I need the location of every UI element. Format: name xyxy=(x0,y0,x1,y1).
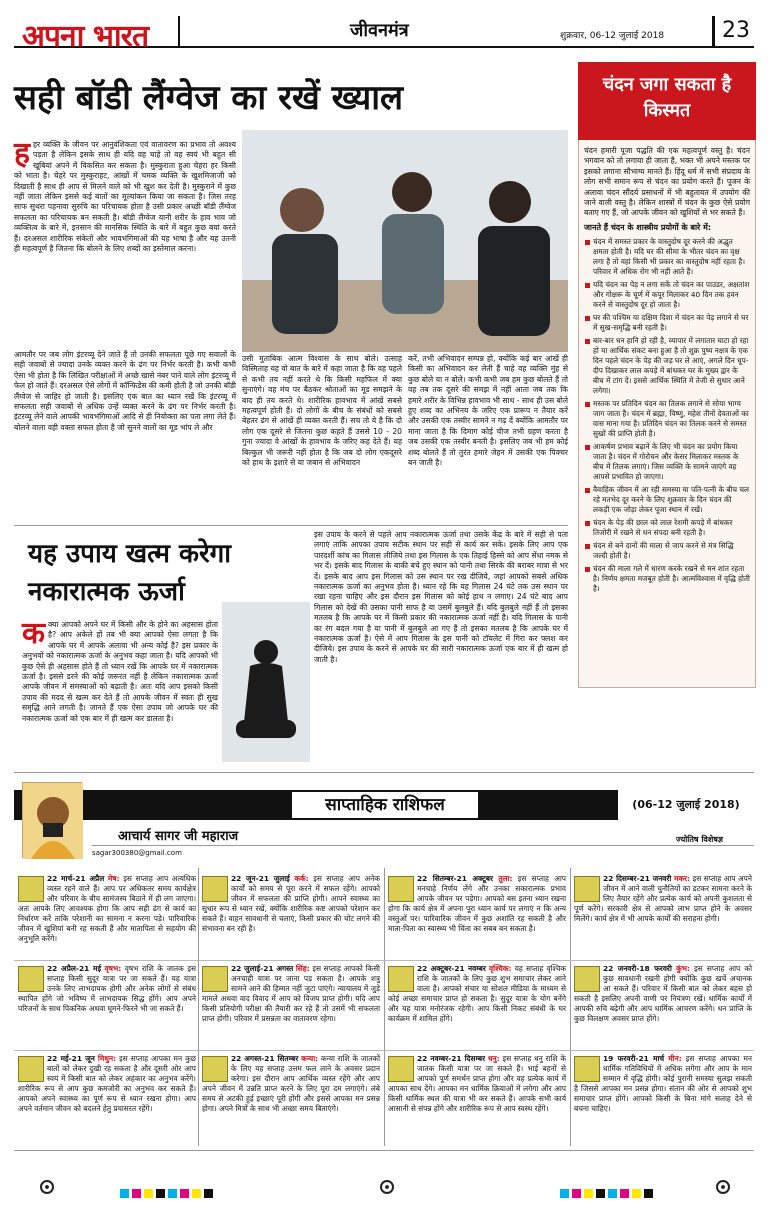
main-headline: सही बॉडी लैंग्वेज का रखें ख्याल xyxy=(14,78,404,118)
capricorn-icon xyxy=(574,876,600,902)
sign-name: वृश्चिक: xyxy=(489,964,512,973)
newspaper-logo: अपना भारत xyxy=(22,19,149,54)
sign-text: कन्या राशि के जातकों के लिए यह सप्ताह उत्तम फल लाने के अवसर प्रदान करेगा। इस दौरान आप आर्थिक व्यस्त रहेंगे और आप अपने जीवन में उन्नति प्राप्त करने के लिए पूरा दम लगाएंगे। लंबे समय से अटकी हुई इच्छाएं पूरी होंगी और इससे आपका मन प्रसन्न होगा। अपने मित्रों के साथ भी अच्छा समय बिताएंगे। xyxy=(202,1054,380,1113)
sign-dates: 22 दिसम्बर-21 जनवरी xyxy=(603,874,672,883)
color-bar-icon xyxy=(560,1183,656,1202)
section-title: जीवनमंत्र xyxy=(350,20,409,41)
sign-text: इस सप्ताह आप को कुछ सावधानी रखनी होगी क्योंकि कुछ खर्चे अचानक आ सकते हैं। परिवार में किसी बात को लेकर बहस हो सकती है इसलिए अपनी वाणी पर नियंत्रण रखें। धार्मिक कार्यों में आपकी रुचि बढ़ेगी और आप धार्मिक आचरण करेंगे। धन प्राप्ति के कुछ विलक्षण अवसर प्राप्त होंगे। xyxy=(574,964,752,1023)
list-item: यदि चंदन का पेड़ न लगा सकें तो चंदन का पाउडर, अक्षतांश और गोक्षरू के चूर्ण में कपूर मिलाकर 40 दिन तक हवन करने से वास्तुदोष दूर हो जाता है। xyxy=(584,280,750,310)
leo-icon xyxy=(202,966,228,992)
sign-text: इस सप्ताह आप अनेक कार्यों को समय से पूरा करने में सफल रहेंगे। आपको जीवन में सफलता की प्राप्ति होगी। आपने स्वास्थ्य का सुधार रूप से ध्यान रखें, क्योंकि शारीरिक कष्ट आपको परेशान कर सकते हैं। वाहन सावधानी से चलाएं, किसी प्रकार की चोट लगने की संभावना बन रही है। xyxy=(202,874,380,933)
aries-icon xyxy=(18,876,44,902)
taurus-icon xyxy=(18,966,44,992)
article2-col1: कक्या आपको अपने घर में किसी और के होने का अहसास होता है? आप अकेले हों तब भी क्या आपको ऐसा लगता है कि आपके घर में आपके अलावा भी अन्य कोई है? इस प्रकार के अनुभवों को नकारात्मक ऊर्जा के अनुभव कहा जाता है। यदि आपको भी कुछ ऐसे ही अहसास होते हैं तो ध्यान रखें कि आपके घर में नकारात्मक ऊर्जा है। इससे डरने की कोई जरूरत नहीं है लेकिन नकारात्मक ऊर्जा आपके जीवन में समस्याओं को बढ़ाती है। अतः यदि आप इसको किसी उपाय की मदद से खत्म कर देते हैं तो आपके जीवन में स्वतः ही सुख समृद्धि आने लगती है। जानते हैं एक ऐसा उपाय जो आपके घर की नकारात्मक ऊर्जा को एक बार में ही खत्म कर डालता है। xyxy=(22,616,218,723)
divider xyxy=(14,1050,754,1051)
divider xyxy=(92,845,754,846)
sign-name: वृषभ: xyxy=(104,964,122,973)
divider xyxy=(178,16,180,46)
rashi-kumbh xyxy=(574,964,752,1024)
sign-dates: 22 जून-21 जुलाई xyxy=(231,874,290,883)
article2-col2: इस उपाय के करने से पहले आप नकारात्मक ऊर्जा तथा उसके केंद्र के बारे में सही से पता लगाएं ताकि आपका उपाय सटीक स्थान पर सही से कार्य कर सके। इसके लिए आप एक पारदर्शी कांच का गिलास लीजिये तथा इस गिलास के एक तिहाई हिस्से को आप सेंधा नमक से भर दें। इसके बाद गिलास के बाकी बचे हुए स्थान को पानी तथा सिरके की बराबर मात्रा से भर दें। इसके बाद आप इस गिलास को उस स्थान पर रख दीजिये, जहां आपको सबसे अधिक नकारात्मक ऊर्जा का अनुभव होता है। ध्यान रहे कि यह गिलास 24 घंटे तक उस स्थान पर रखा रहना चाहिए और इस दौरान इस गिलास को कोई हाथ न लगाए। 24 घंटे बाद आप गिलास को देखें की उसका पानी साफ है या उसमें बुलबुले हैं। यदि बुलबुले नहीं हैं तो इसका मतलब है कि आपके घर में किसी प्रकार की नकारात्मक ऊर्जा नहीं है। यदि गिलास के पानी का रंग बदल गया है या पानी में बुलबुले आ गए हैं तो इसका मतलब है कि आपके घर में नकारात्मक ऊर्जा है। ऐसे में आप गिलास के इस पानी को टॉयलेट में गिरा कर फ्लश कर दीजिये। इस उपाय के करने से आपके घर की सारी नकारात्मक ऊर्जा एक बार में ही खत्म हो जाती है। xyxy=(314,530,568,664)
sign-name: सिंह: xyxy=(295,964,310,973)
divider xyxy=(570,868,571,1146)
gemini-icon xyxy=(18,1056,44,1082)
sign-dates: 22 सितम्बर-21 अक्टूबर xyxy=(417,874,494,883)
scorpio-icon xyxy=(388,966,414,992)
article-col1: हहर व्यक्ति के जीवन पर आनुवंशिकता एवं वातावरण का प्रभाव तो अवश्य पड़ता है लेकिन इसके साथ ही यदि वह चाहे तो वह स्वयं भी बहुत सी खूबियां अपने में विकसित कर सकता है। मुस्कुराता हुआ चेहरा हर किसी को भाता है। चेहरे पर मुस्कुराहट, आंखों में चमक व्यक्ति के खुशमिजाजी को दिखाती है साथ ही आप से मिलने वाले को भी खुश कर देती है। मुस्कुराने में कुछ नहीं जाता लेकिन इससे कई बातों का मूल्यांकन किया जा सकता है। जिस तरह साफ सुथरा पहनावा सुरुचि का परिचायक होता है उसी प्रकार अच्छी बॉडी लैंग्वेज सफलता का परिचायक बन सकती है। बॉडी लैंग्वेज यानी शरीर के हाव भाव जो व्यक्तित्व के बारे में, इनसान की मानसिक स्थिति के बारे में बहुत कुछ बयां करते हैं। दरअसल शारीरिक संकेतों और भावभंगिमाओं की यह भाषा है और यह उतनी ही महत्वपूर्ण है जितना कि बोलने के लिए शब्दों का इस्तेमाल करना। xyxy=(14,136,236,254)
registration-mark-icon xyxy=(40,1180,54,1194)
sign-text: इस सप्ताह आप अपने जीवन में आने वाली चुनौतियों का डटकर सामना करने के लिए तैयार रहेंगे और प्रत्येक कार्य को अपनी कुशलता से पूर्ण करेंगे। सरकारी क्षेत्र से आपको लाभ प्राप्त होने के अवसर मिलेंगे। कार्य क्षेत्र में भी आपके कार्यों की सराहना होगी। xyxy=(574,874,752,923)
list-item: चंदन से बने दानों की माला से जाप करने से मंत्र सिद्धि जल्दी होती है। xyxy=(584,541,750,561)
sign-name: कुंभ: xyxy=(676,964,690,973)
list-item: वैवाहिक जीवन में आ रही समस्या या पति-पत्नी के बीच चल रहे मतभेद दूर करने के लिए शुक्रवार के दिन चंदन की लकड़ी एक जोड़ा लेकर पूजा स्थान में रखें। xyxy=(584,485,750,515)
sign-dates: 22 मई-21 जून xyxy=(47,1054,95,1063)
divider xyxy=(14,960,754,961)
rashifal-title: साप्ताहिक राशिफल xyxy=(290,790,480,820)
sign-text: इस सप्ताह आपको किसी अनचाही यात्रा पर जाना पड़ सकता है। आपके शत्रु सामने आने की हिम्मत नहीं जुटा पाएंगे। न्यायालय में जुड़े मामले अथवा वाद विवाद में आप को विजय प्राप्त होगी। यदि आप किसी प्रतियोगी परीक्षा की तैयारी कर रहे हैं तो उसमें भी सफलता प्राप्त होगी। परिवार में प्रसन्नता का वातावरण रहेगा। xyxy=(202,964,380,1023)
sign-name: मकर: xyxy=(673,874,691,883)
sidebar-subhead: जानते हैं चंदन के शास्त्रीय प्रयोगों के बारे में: xyxy=(584,222,712,232)
aquarius-icon xyxy=(574,966,600,992)
sign-dates: 19 फरवरी-21 मार्च xyxy=(603,1054,665,1063)
silhouette-photo xyxy=(222,602,310,762)
divider xyxy=(384,868,385,1146)
astrologer-name: आचार्य सागर जी महाराज xyxy=(118,829,239,844)
page-number: 23 xyxy=(722,18,750,43)
divider xyxy=(14,1150,754,1151)
dropcap: क xyxy=(22,616,46,651)
sign-name: तुला: xyxy=(498,874,513,883)
sign-name: मीन: xyxy=(668,1054,682,1063)
sagittarius-icon xyxy=(388,1056,414,1082)
sidebar-bullet-list xyxy=(584,237,750,594)
sign-text: इस सप्ताह धनु राशि के जातक किसी यात्रा पर जा सकते हैं। भाई बहनों से आपको पूर्ण समर्थन प्राप्त होगा और वह प्रत्येक कार्य में आपका साथ देंगे। आपका मन धार्मिक क्रियाओं में लगेगा और आप किसी धार्मिक स्थल की यात्रा भी कर सकते हैं। आपके सभी कार्य आसानी से संपन्न होंगे और शारीरिक रूप से आप स्वस्थ रहेंगे। xyxy=(388,1054,566,1113)
sign-dates: 22 नवम्बर-21 दिसम्बर xyxy=(417,1054,486,1063)
article-col1b: आमतौर पर जब लोग इंटरव्यू देने जाते हैं तो उनकी सफलता पूछे गए सवालों के सही जवाबों से ज्यादा उनके व्यक्त करने के ढंग पर निर्भर करती है। कभी कभी ऐसा भी होता है कि लिखित परीक्षाओं में अच्छे खासे नंबर पाने वाले लोग इंटरव्यू में फेल हो जाते हैं। दरअसल ऐसे लोगों में कॉन्फिडेंस की कमी होती है जो उनकी बॉडी लैंग्वेज से जाहिर हो जाती है। इसलिए एक बात का ध्यान रखें कि इंटरव्यू में सफलता सही जवाबों से अधिक उन्हें व्यक्त करने के ढंग पर निर्भर करती है। इंटरव्यू लेने वाले आपकी भावभंगिमाओं आदि से ही नियोक्ता का पता लगा लेते हैं। बोलने वाला वही वक्ता सफल होता है जो सुनने वालों का मूड भांप ले और xyxy=(14,350,236,432)
article2-headline: यह उपाय खत्म करेगा नकारात्मक ऊर्जा xyxy=(28,539,231,607)
rashi-makar xyxy=(574,874,752,924)
divider xyxy=(14,772,754,773)
rashifal-dates: (06-12 जुलाई 2018) xyxy=(618,790,754,820)
color-bar-icon xyxy=(120,1183,216,1202)
astrologer-role: ज्योतिष विशेषज्ञ xyxy=(676,835,724,844)
meeting-illustration xyxy=(242,130,568,352)
cancer-icon xyxy=(202,876,228,902)
sidebar-heading: चंदन जगा सकता है किस्मत xyxy=(578,62,756,140)
rashi-singh xyxy=(202,964,380,1024)
list-item: चंदन के पेड़ की छाल को लाल रेशमी कपड़े में बांधकर तिजोरी में रखने से धन संपदा बनी रहती है। xyxy=(584,518,750,538)
avatar-portrait xyxy=(23,783,83,859)
rashi-meen xyxy=(574,1054,752,1114)
dropcap: ह xyxy=(14,136,30,171)
astrologer-avatar xyxy=(22,782,82,858)
divider xyxy=(198,868,199,1146)
rashi-vrishchik xyxy=(388,964,566,1024)
sign-dates: 22 अक्टूबर-21 नवम्बर xyxy=(417,964,486,973)
rashi-kark xyxy=(202,874,380,934)
sign-dates: 22 मार्च-21 अप्रैल xyxy=(47,874,105,883)
sign-text: इस सप्ताह आप अत्यधिक व्यस्त रहने वाले हैं। आप पर अधिकतर समय कार्यक्षेत्र और परिवार के बीच सामंजस्य बिठाने में ही लग जाएगा। अतः आपके लिए आवश्यक होगा कि आप सही ढंग से कार्य का निर्धारण करें ताकि परेशानी का सामना न करना पड़े। पारिवारिक जीवन में खुशियां बनी रह सकती हैं और मातापिता से सहयोग की अनुभूति करेंगे। xyxy=(18,874,196,943)
article-col3: करें, तभी अभिवादन सम्पन्न हो, क्योंकि कई बार आंखें ही किसी का अभिवादन कर लेती हैं चाहे वह व्यक्ति मुंह से कुछ बोले या न बोले। कभी कभी जब हम कुछ बोलते हैं तो वह तब तक दूसरे की समझ में नहीं आता जब तक कि हमारे शरीर के विभिन्न हावभाव भी साथ - साथ ही उस बोले हुए शब्द का अभिनय के जरिए एक प्रारूप न तैयार करें और उसकी एक तस्वीर सामने न गढ़ दें क्योंकि आमतौर पर माना जाता है कि दिमाग कोई चीज तभी ग्रहण करता है जब उसकी एक तस्वीर बनती है। इसलिए जब भी हम कोई शब्द बोलते हैं तो तुरंत हमारे जेहन में उसकी एक पिक्चर बन जाती है। xyxy=(408,354,568,468)
sign-text: यह सप्ताह वृश्चिक राशि के जातकों के लिए कुछ शुभ समाचार लेकर आने वाला है। आपको संचार या सोशल मीडिया के माध्यम से कोई अच्छा समाचार प्राप्त हो सकता है। सुदूर यात्रा के योग बनेंगे और यह यात्रा मनोरंजक रहेगी। आप किसी निकट संबंधी के घर कार्यक्रम में शामिल होंगे। xyxy=(388,964,566,1023)
rashi-dhanu xyxy=(388,1054,566,1114)
sign-dates: 22 जुलाई-21 अगस्त xyxy=(231,964,294,973)
rashi-tula xyxy=(388,874,566,934)
sign-dates: 22 अप्रैल-21 मई xyxy=(47,964,102,973)
sign-name: कर्क: xyxy=(294,874,309,883)
astrologer-email: sagar300380@gmail.com xyxy=(92,849,182,857)
sign-text: वृषभ राशि के जातक इस सप्ताह किसी सुदूर यात्रा पर जा सकते हैं। यह यात्रा उनके लिए लाभदायक होगी और अनेक लोगों से संबंध स्थापित होंगे जो भविष्य में लाभदायक सिद्ध होंगे। आप अपने परिजनों के साथ पिकनिक अथवा घूमने-फिरने भी जा सकते हैं। xyxy=(18,964,196,1013)
sign-name: कन्या: xyxy=(301,1054,319,1063)
sign-dates: 22 अगस्त-21 सितम्बर xyxy=(231,1054,299,1063)
pisces-icon xyxy=(574,1056,600,1082)
list-item: मस्तक पर प्रतिदिन चंदन का तिलक लगाने से सोया भाग्य जाग जाता है। चंदन में ब्रह्मा, विष्णु, महेश तीनों देवताओं का वास माना गया है। प्रतिदिन चंदन का तिलक करने से समस्त सुखों की प्राप्ति होती है। xyxy=(584,399,750,439)
sign-name: मेष: xyxy=(107,874,120,883)
list-item: चंदन की माला गले में धारण करके रखने से मन शांत रहता है। निर्णय क्षमता मजबूत होती है। आत्मविश्वास में वृद्धि होती है। xyxy=(584,564,750,594)
list-item: चंदन में समस्त प्रकार के वास्तुदोष दूर करने की अद्भुत क्षमता होती है। यदि घर की सीमा के भीतर चंदन का वृक्ष लगा है तो वहां किसी भी प्रकार का वास्तुदोष नहीं रहता है। परिवार में अधिक रोग भी नहीं आते हैं। xyxy=(584,237,750,277)
libra-icon xyxy=(388,876,414,902)
sign-name: धनु: xyxy=(487,1054,500,1063)
rashi-mithun xyxy=(18,1054,196,1114)
sign-name: मिथुन: xyxy=(97,1054,117,1063)
registration-mark-icon xyxy=(380,1180,394,1194)
registration-mark-icon xyxy=(716,1180,730,1194)
list-item: बार-बार धन हानि हो रही है, व्यापार में लगातार घाटा हो रहा हो या आर्थिक संकट बना हुआ है तो शुक्र पुष्य नक्षत्र के एक दिन पहले चंदन के पेड़ की जड़ घर ले आएं, अगले दिन धूप-दीप दिखाकर लाल कपड़े में बांधकर घर के मुख्य द्वार के बीच में टांग दें। इससे आर्थिक स्थिति में तेजी से सुधार आने लगेगा। xyxy=(584,336,750,396)
meeting-photo xyxy=(242,130,568,352)
divider xyxy=(14,525,568,526)
issue-date: शुक्रवार, 06-12 जुलाई 2018 xyxy=(560,31,665,41)
list-item: घर की पश्चिम या दक्षिण दिशा में चंदन का पेड़ लगाने से घर में सुख-समृद्धि बनी रहती है। xyxy=(584,313,750,333)
sitting-figure-illustration xyxy=(222,602,310,762)
article-col2: उसी मुताबिक आत्म विश्वास के साथ बोले। उत्साह विस्मिताह यह वो बात के बारे में कहा जाता है कि वह पहले से कभी तय नहीं करते थे कि किसी महफिल में क्या सुनाएंगे। वह मंच पर बैठकर श्रोताओं का मूड समझने के बाद ही तय करते थे। शारीरिक हावभाव में आंखें सबसे महत्वपूर्ण होती हैं। दो लोगों के बीच के संबंधों को सबसे बेहतर ढंग से आंखें ही व्यक्त करती हैं। सच तो ये है कि दो लोग एक दूसरे से जितना कुछ कहते हैं उससे 10 - 20 गुना ज्यादा वे आंखों के हावभाव के जरिए कह देते हैं। यह बिल्कुल भी जरूरी नहीं होता है कि जब दो लोग एकदूसरे को हाथ के इशारे से या जबान से अभिवादन xyxy=(242,354,402,468)
rashi-mesh xyxy=(18,874,196,944)
divider xyxy=(712,16,715,46)
rashi-kanya xyxy=(202,1054,380,1114)
sidebar-intro: चंदन हमारी पूजा पद्धति की एक महत्वपूर्ण वस्तु है। चंदन भगवान को तो लगाया ही जाता है, भक्त भी अपने मस्तक पर इसको लगाना सौभाग्य मानते हैं। हिंदू धर्म में सभी संप्रदाय के लोग सभी समान रूप से चंदन का प्रयोग करते हैं। पूजन के अलावा चंदन सौंदर्य प्रसाधनों में भी बहुतायत में उपयोग की जाने वाली वस्तु है। लेकिन शास्त्रों में चंदन के कुछ ऐसे प्रयोग बताए गए हैं, जो आपके जीवन को खुशियों से भर सकते हैं। xyxy=(584,146,750,218)
list-item: आकर्षण प्रभाव बढ़ाने के लिए भी चंदन का प्रयोग किया जाता है। चंदन में गोरोचन और केसर मिलाकर मस्तक के बीच में तिलक लगाएं। जिस व्यक्ति के सामने जाएंगे वह आपसे प्रभावित हो जाएगा। xyxy=(584,442,750,482)
sign-text: इस सप्ताह आप मनचाहे निर्णय लेंगे और उनका सकारात्मक प्रभाव आपके जीवन पर पड़ेगा। आपको बस इतना ध्यान रखना होगा कि कार्य क्षेत्र में अपना पूरा ध्यान कार्य पर लगाएं न कि अन्य वस्तुओं पर। पारिवारिक जीवन में कुछ अशांति रह सकती है और माता-पिता का स्वास्थ्य भी चिंता का सबब बन सकता है। xyxy=(388,874,566,933)
sign-text: इस सप्ताह आपका मन कुछ बातों को लेकर दुखी रह सकता है और दूसरी ओर आप स्वयं में किसी बात को लेकर अहंकार का अनुभव करेंगे। शारीरिक रूप से आप कुछ कमजोरी का अनुभव कर सकते हैं। आपको अपने स्वास्थ्य का पूर्ण रूप से ध्यान रखना होगा। आप अपने वर्तमान जीवन को बदलने हेतु प्रयासरत रहेंगे। xyxy=(18,1054,196,1113)
sign-text: इस सप्ताह आपका मन धार्मिक गतिविधियों में अधिक लगेगा और आप के मान सम्मान में वृद्धि होगी। कोई पुरानी समस्या सुलझ सकती है जिससे आपका मन प्रसन्न होगा। संतान की ओर से आपको शुभ समाचार प्राप्त होंगे। आपको किसी के बिना मांगे सलाह देने से बचना चाहिए। xyxy=(574,1054,752,1113)
virgo-icon xyxy=(202,1056,228,1082)
rashi-vrishabh xyxy=(18,964,196,1014)
sign-dates: 22 जनवरी-18 फरवरी xyxy=(603,964,672,973)
